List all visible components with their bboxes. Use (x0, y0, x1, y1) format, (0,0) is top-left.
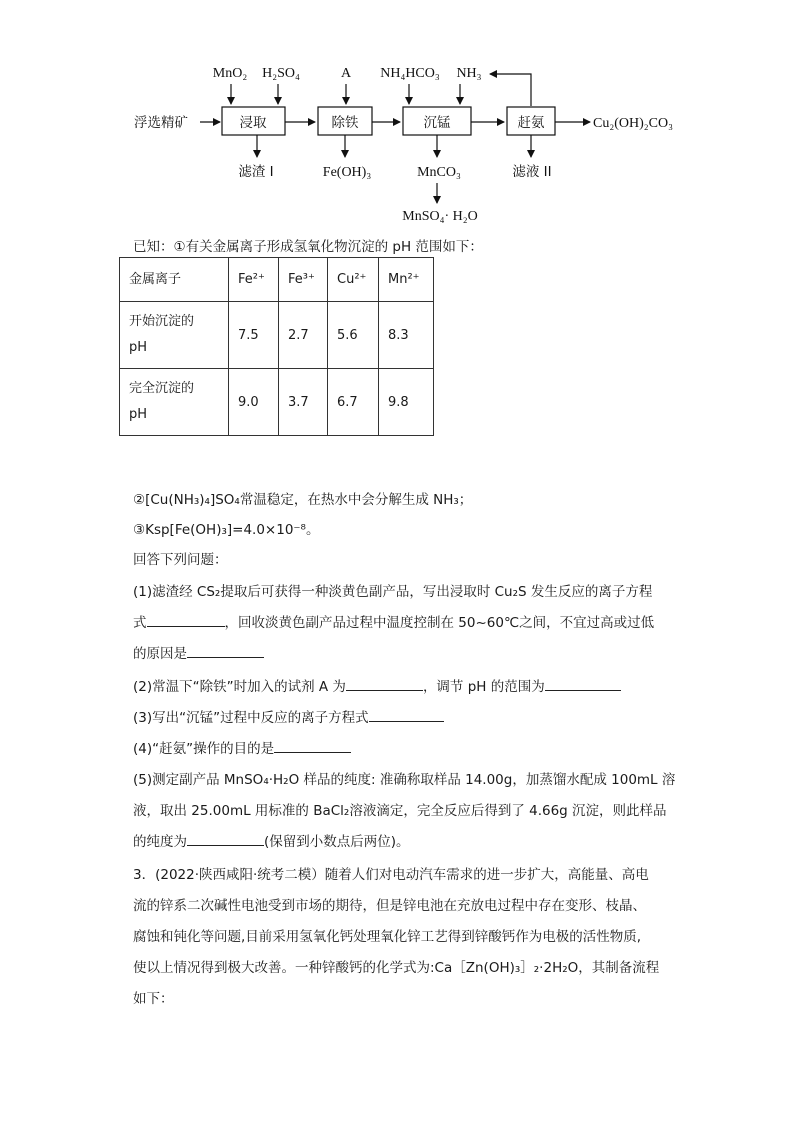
answer-blank[interactable] (545, 676, 621, 691)
table-row (120, 302, 434, 369)
question-1-line3 (133, 642, 264, 662)
known-3: ③Ksp[Fe(OH)₃]=4.0×10⁻⁸。 (133, 522, 320, 538)
question-1-line2 (133, 611, 654, 631)
question-5-line2: 液，取出 25.00mL 用标准的 BaCl₂溶液滴定，完全反应后得到了 4.66g 沉淀，则此样品 (133, 803, 667, 819)
reagent-mno2: MnO₂ (212, 66, 248, 81)
reagent-nh3: NH₃ (456, 66, 482, 81)
input-label: 浮选精矿 (134, 115, 188, 131)
answer-prompt: 回答下列问题： (133, 552, 228, 568)
answer-blank[interactable] (187, 643, 264, 658)
known-2: ②[Cu(NH₃)₄]SO₄常温稳定，在热水中会分解生成 NH₃； (133, 492, 473, 508)
output-mnso4: MnSO₄· H₂O (402, 209, 478, 224)
question-5-line1: (5)测定副产品 MnSO₄·H₂O 样品的纯度: 准确称取样品 14.00g，加蒸馏水配成 100mL 溶 (133, 772, 676, 788)
product-label: Cu₂(OH)₂CO₃ (593, 116, 673, 131)
answer-blank[interactable] (274, 738, 351, 753)
reagent-h2so4: H₂SO₄ (262, 66, 300, 81)
q1-text-a: 式 (133, 615, 147, 631)
step-leach: 浸取 (239, 115, 267, 131)
question-2 (133, 675, 621, 695)
table-header-cell: Cu²⁺ (328, 258, 379, 302)
table-header-cell: Fe²⁺ (229, 258, 279, 302)
problem3-line1: 3．(2022·陕西咸阳·统考二模）随着人们对电动汽车需求的进一步扩大，高能量、高电 (133, 867, 649, 883)
problem3-line3: 腐蚀和钝化等问题,目前采用氢氧化钙处理氧化锌工艺得到锌酸钙作为电极的活性物质, (133, 929, 642, 945)
problem3-line5: 如下： (133, 991, 174, 1007)
table-cell: 3.7 (279, 369, 328, 436)
reagent-a: A (340, 66, 352, 81)
output-residue1: 滤渣 I (238, 164, 274, 180)
table-cell: 6.7 (328, 369, 379, 436)
table-cell: 7.5 (229, 302, 279, 369)
q1-text-b: ，回收淡黄色副产品过程中温度控制在 50~60℃之间，不宜过高或过低 (224, 615, 655, 631)
question-3 (133, 706, 444, 726)
row-label (120, 302, 229, 369)
row-label-line2: pH (129, 407, 148, 422)
table-header-cell: Mn²⁺ (379, 258, 434, 302)
output-mnco3: MnCO₃ (417, 165, 461, 180)
table-cell: 9.8 (379, 369, 434, 436)
row-label-line1: 完全沉淀的 (129, 381, 195, 396)
q1-text-c: 的原因是 (133, 646, 187, 662)
q3-text: (3)写出“沉锰”过程中反应的离子方程式 (133, 710, 369, 726)
table-row (120, 369, 434, 436)
table-header-cell: 金属离子 (120, 258, 229, 302)
table-cell: 9.0 (229, 369, 279, 436)
step-mn-precip: 沉锰 (423, 115, 451, 131)
q4-text: (4)“赶氨”操作的目的是 (133, 741, 275, 757)
question-1-line1: (1)滤渣经 CS₂提取后可获得一种淡黄色副产品，写出浸取时 Cu₂S 发生反应的离子方程 (133, 584, 653, 600)
step-iron-removal: 除铁 (331, 115, 359, 131)
arrow-nh3-recycle (490, 74, 531, 106)
output-feoh3: Fe(OH)₃ (322, 165, 372, 180)
precipitation-ph-table (119, 257, 434, 436)
question-4 (133, 737, 351, 757)
row-label-line1: 开始沉淀的 (129, 314, 195, 329)
answer-blank[interactable] (369, 707, 444, 722)
known-intro: 已知：①有关金属离子形成氢氧化物沉淀的 pH 范围如下： (133, 239, 483, 255)
q5-text-a: 的纯度为 (133, 834, 187, 850)
table-header-row (120, 258, 434, 302)
reagent-nh4hco3: NH₄HCO₃ (380, 66, 440, 81)
table-cell: 8.3 (379, 302, 434, 369)
table-cell: 2.7 (279, 302, 328, 369)
step-nh3-removal: 赶氨 (517, 115, 545, 131)
q5-text-b: (保留到小数点后两位)。 (264, 834, 410, 850)
answer-blank[interactable] (187, 831, 264, 846)
q2-text-b: ，调节 pH 的范围为 (422, 679, 545, 695)
q2-text-a: (2)常温下“除铁”时加入的试剂 A 为 (133, 679, 346, 695)
table-header-cell: Fe³⁺ (279, 258, 328, 302)
output-filtrate2: 滤液 II (512, 164, 552, 180)
table-cell: 5.6 (328, 302, 379, 369)
row-label (120, 369, 229, 436)
question-5-line3 (133, 830, 410, 850)
row-label-line2: pH (129, 340, 148, 355)
problem3-line2: 流的锌系二次碱性电池受到市场的期待，但是锌电池在充放电过程中存在变形、枝晶、 (133, 898, 646, 914)
answer-blank[interactable] (147, 612, 225, 627)
problem3-line4: 使以上情况得到极大改善。一种锌酸钙的化学式为:Ca［Zn(OH)₃］₂·2H₂O，其制备流程 (133, 960, 660, 976)
process-flowchart (0, 0, 794, 240)
answer-blank[interactable] (346, 676, 423, 691)
